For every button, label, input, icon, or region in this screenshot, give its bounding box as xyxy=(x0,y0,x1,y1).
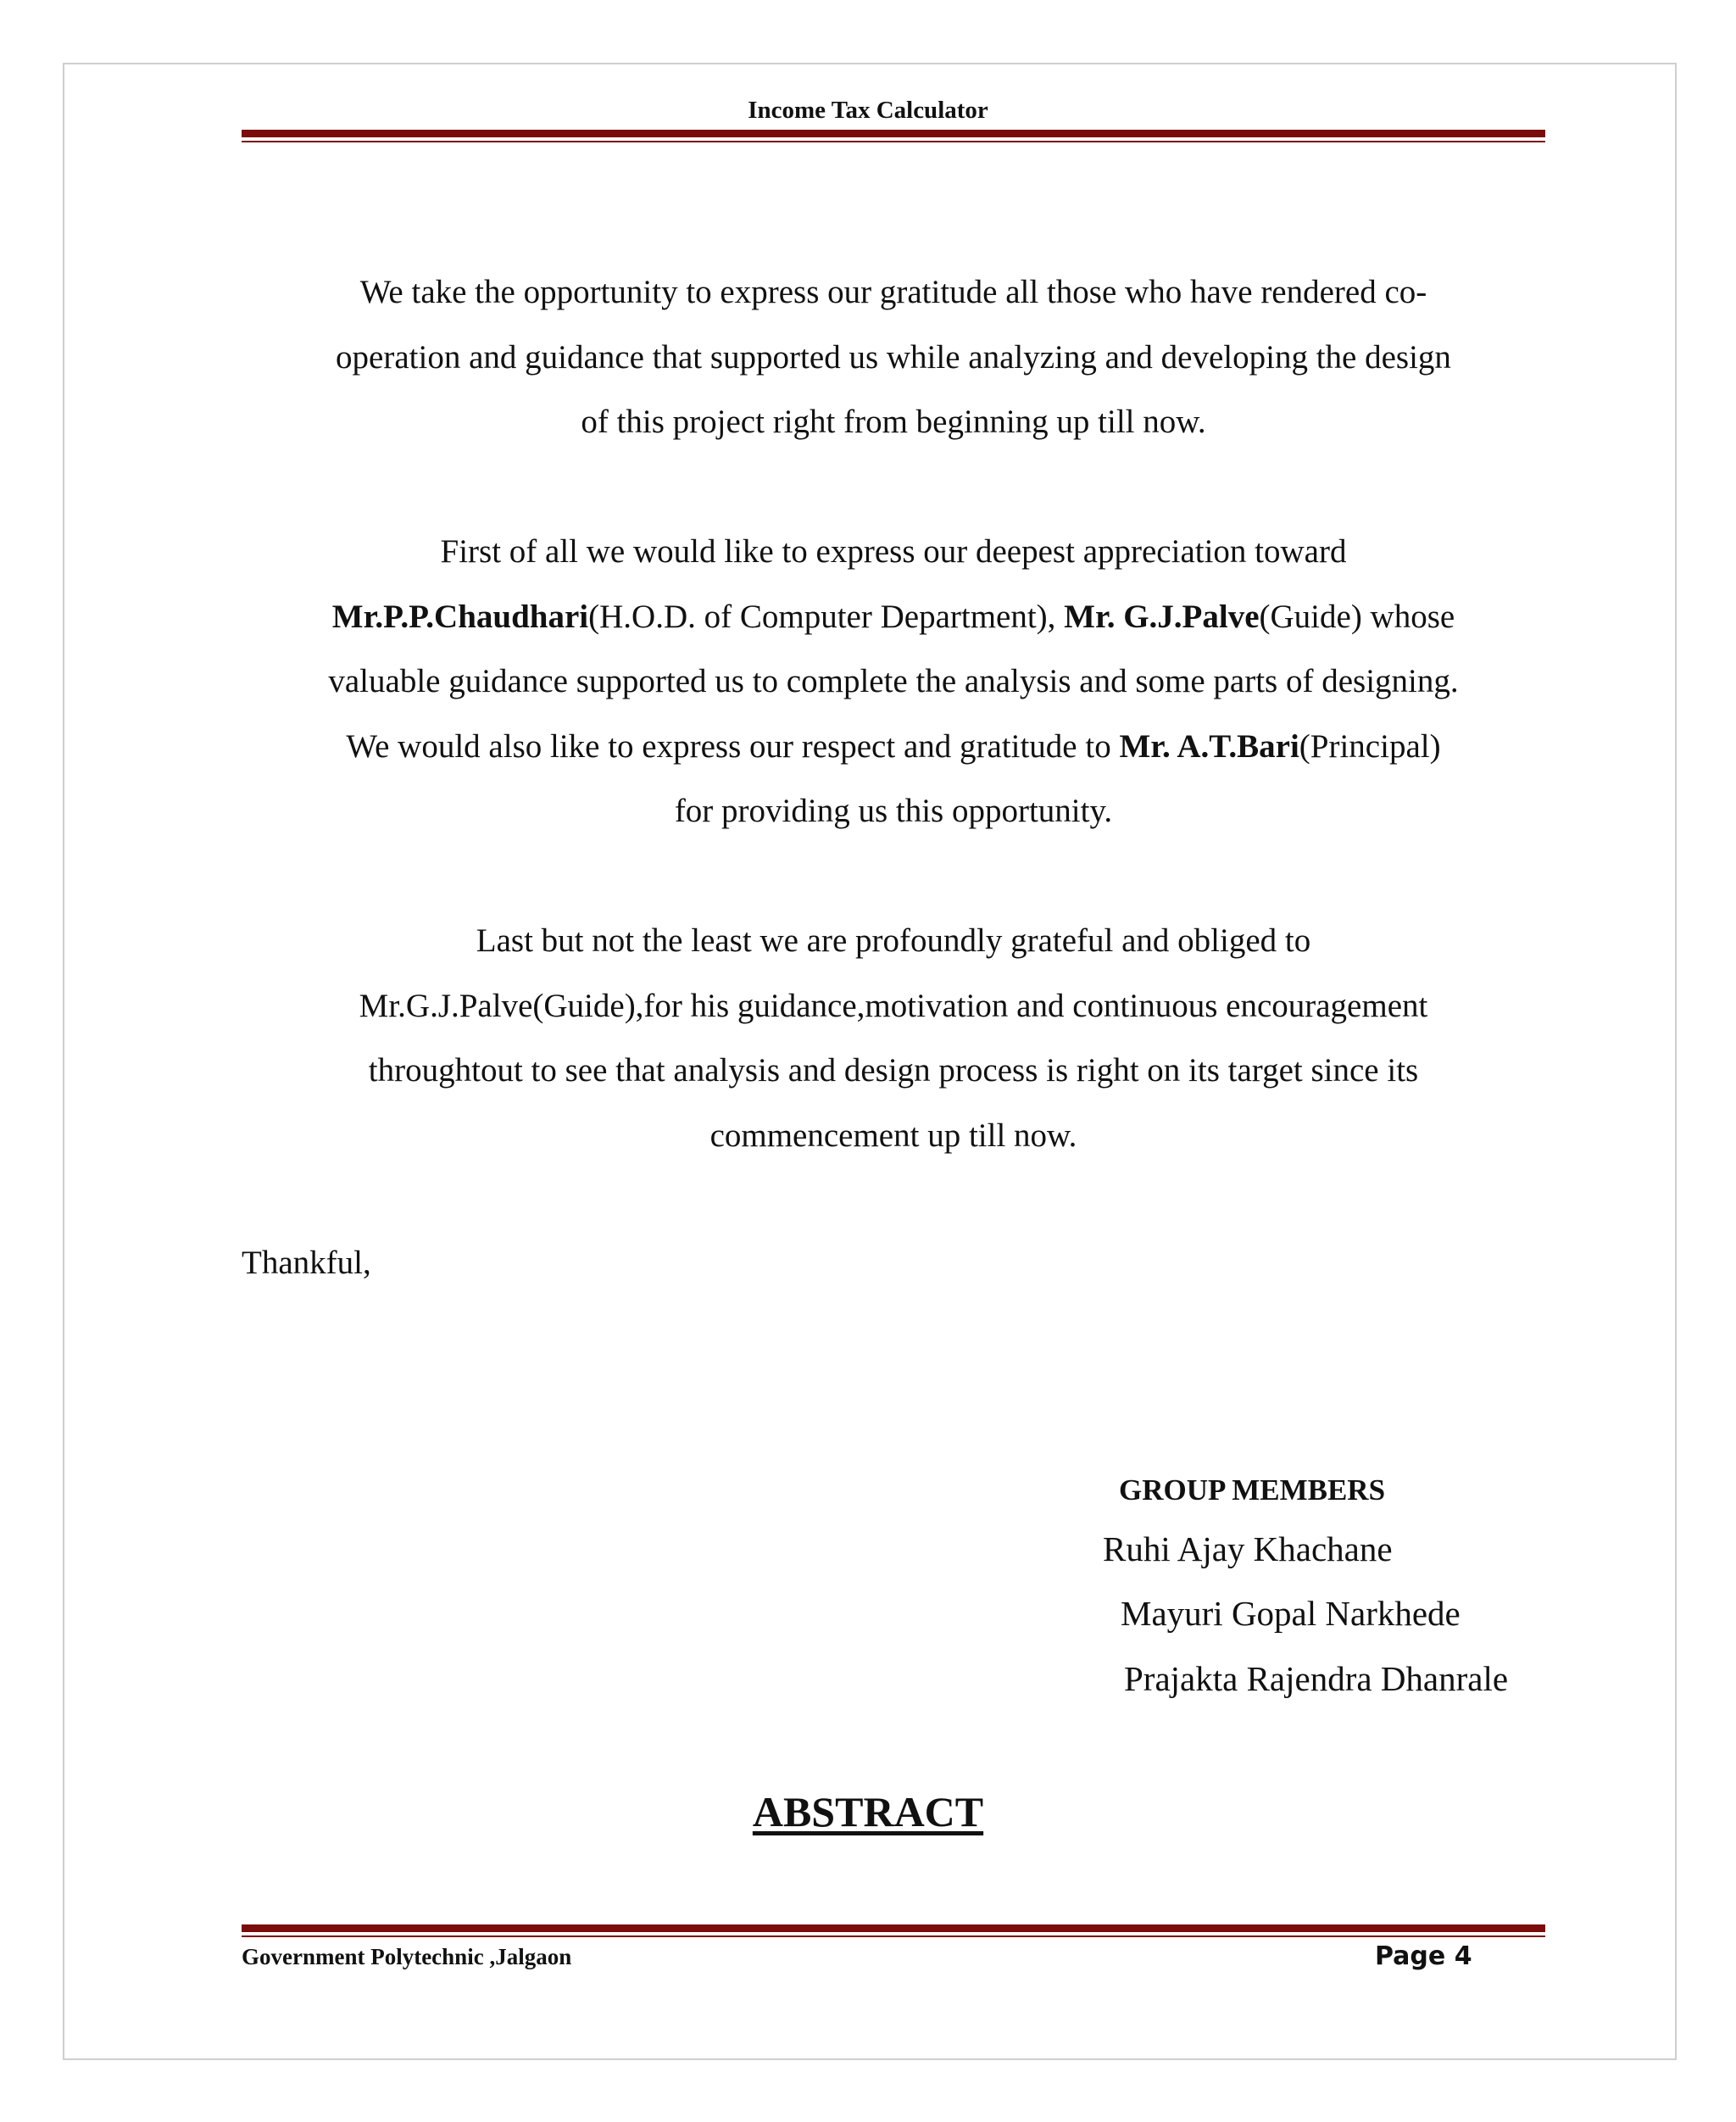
paragraph-line xyxy=(242,585,1545,650)
header-rule-thick xyxy=(242,130,1545,137)
role-hod: (H.O.D. of Computer Department), xyxy=(588,598,1065,635)
paragraph-line xyxy=(242,715,1545,780)
closing-text: Thankful, xyxy=(242,1245,371,1281)
group-members-heading: GROUP MEMBERS xyxy=(1119,1473,1386,1507)
role-principal: (Principal) xyxy=(1299,727,1441,765)
paragraph-gratitude xyxy=(242,260,1545,455)
page-number: Page 4 xyxy=(1375,1941,1472,1971)
paragraph-line: Mr.G.J.Palve(Guide),for his guidance,motivation and continuous encouragement xyxy=(359,987,1428,1024)
name-guide: Mr. G.J.Palve xyxy=(1064,598,1260,635)
paragraph-line: of this project right from beginning up till now. xyxy=(581,404,1206,440)
header-rule-thin xyxy=(242,141,1545,142)
paragraph-line: First of all we would like to express our deepest appreciation toward xyxy=(440,533,1347,570)
paragraph-thanks-guide xyxy=(242,909,1545,1168)
paragraph-line: operation and guidance that supported us while analyzing and developing the design xyxy=(336,338,1451,376)
paragraph-line: valuable guidance supported us to complete the analysis and some parts of designing. xyxy=(328,663,1459,699)
footer-institution: Government Polytechnic ,Jalgaon xyxy=(242,1944,572,1969)
paragraph-line: Last but not the least we are profoundly grateful and obliged to xyxy=(476,922,1311,959)
respect-text: We would also like to express our respect and gratitude to xyxy=(346,727,1120,765)
paragraph-appreciation xyxy=(242,520,1545,844)
name-principal: Mr. A.T.Bari xyxy=(1119,727,1299,765)
role-guide: (Guide) whose xyxy=(1259,598,1455,635)
name-hod: Mr.P.P.Chaudhari xyxy=(331,598,589,635)
group-member: Mayuri Gopal Narkhede xyxy=(1121,1594,1461,1633)
paragraph-line: commencement up till now. xyxy=(709,1117,1077,1154)
paragraph-line: We take the opportunity to express our gratitude all those who have rendered co- xyxy=(359,274,1427,310)
footer-rule-thin xyxy=(242,1935,1545,1937)
header-title: Income Tax Calculator xyxy=(748,97,988,124)
abstract-heading: ABSTRACT xyxy=(752,1788,984,1835)
paragraph-line: throughtout to see that analysis and design process is right on its target since its xyxy=(368,1052,1419,1089)
footer-rule-thick xyxy=(242,1924,1545,1932)
paragraph-line: for providing us this opportunity. xyxy=(674,793,1113,829)
group-member: Prajakta Rajendra Dhanrale xyxy=(1124,1659,1509,1698)
group-member: Ruhi Ajay Khachane xyxy=(1103,1529,1393,1568)
